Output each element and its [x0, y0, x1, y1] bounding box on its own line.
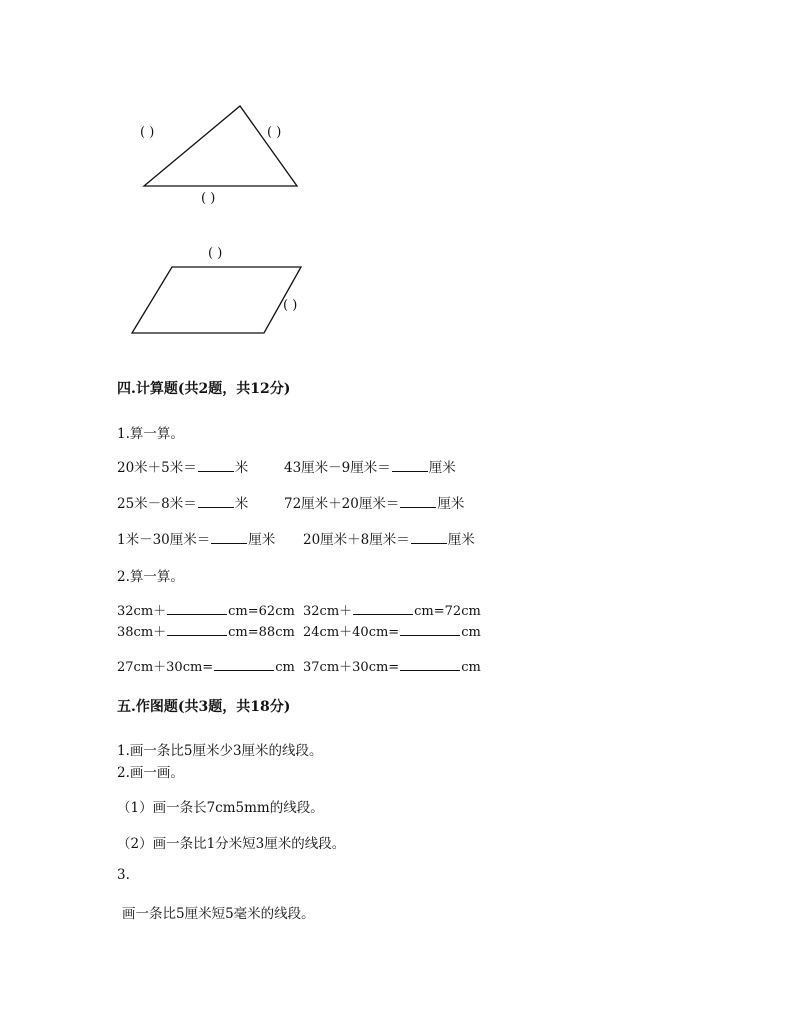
- section4-heading: 四.计算题(共2题，共12分): [117, 381, 291, 397]
- q1-row2-left: [117, 492, 248, 512]
- answer-blank[interactable]: [167, 602, 227, 615]
- result: cm=88cm: [228, 625, 295, 640]
- expression: 32cm＋: [117, 604, 167, 619]
- expression: 1米－30厘米＝: [117, 532, 211, 548]
- triangle-shape: [144, 106, 297, 186]
- q1-row1-left: [117, 456, 248, 476]
- result: cm: [275, 660, 295, 675]
- q2-row2-right: [303, 621, 481, 640]
- answer-blank[interactable]: [400, 658, 460, 671]
- expression: 37cm＋30cm=: [303, 660, 400, 675]
- q2-row1-right: [303, 600, 481, 619]
- q1-row2-right: [284, 492, 464, 512]
- unit: 厘米: [447, 532, 475, 548]
- answer-blank[interactable]: [211, 531, 247, 544]
- unit: 米: [234, 460, 249, 476]
- answer-blank[interactable]: [400, 623, 460, 636]
- result: cm=62cm: [228, 604, 295, 619]
- section5-q1: 1.画一条比5厘米少3厘米的线段。: [117, 743, 323, 759]
- answer-blank[interactable]: [353, 602, 413, 615]
- section5-q2-part1: （1）画一条长7cm5mm的线段。: [117, 800, 324, 816]
- triangle-base-label: ( ): [201, 191, 216, 206]
- unit: 厘米: [428, 460, 456, 476]
- section5-q2-title: 2.画一画。: [117, 765, 184, 781]
- answer-blank[interactable]: [198, 459, 234, 472]
- unit: 米: [234, 496, 249, 512]
- figures-area: [0, 0, 794, 360]
- expression: 43厘米－9厘米＝: [284, 460, 391, 476]
- section5-q3-number: 3.: [117, 867, 130, 883]
- parallelogram-shape: [132, 267, 301, 333]
- q1-row3-left: [117, 528, 275, 548]
- unit: 厘米: [248, 532, 276, 548]
- section4-q2-title: 2.算一算。: [117, 569, 184, 585]
- expression: 72厘米＋20厘米＝: [284, 496, 400, 512]
- expression: 24cm＋40cm=: [303, 625, 400, 640]
- q1-row1-right: [284, 456, 456, 476]
- expression: 25米－8米＝: [117, 496, 197, 512]
- triangle-right-side-label: ( ): [267, 125, 282, 140]
- answer-blank[interactable]: [214, 658, 274, 671]
- section5-q2-part2: （2）画一条比1分米短3厘米的线段。: [117, 836, 346, 852]
- answer-blank[interactable]: [400, 495, 436, 508]
- answer-blank[interactable]: [198, 495, 234, 508]
- answer-blank[interactable]: [411, 531, 447, 544]
- expression: 38cm＋: [117, 625, 167, 640]
- parallelogram-top-side-label: ( ): [208, 246, 223, 261]
- expression: 20厘米＋8厘米＝: [303, 532, 410, 548]
- triangle-left-side-label: ( ): [140, 125, 155, 140]
- result: cm=72cm: [414, 604, 481, 619]
- expression: 32cm＋: [303, 604, 353, 619]
- q2-row3-left: [117, 656, 295, 675]
- unit: 厘米: [437, 496, 465, 512]
- section4-q1-title: 1.算一算。: [117, 426, 184, 442]
- q2-row2-left: [117, 621, 295, 640]
- q1-row3-right: [303, 528, 475, 548]
- q2-row1-left: [117, 600, 295, 619]
- q2-row3-right: [303, 656, 481, 675]
- result: cm: [461, 625, 481, 640]
- expression: 20米＋5米＝: [117, 460, 197, 476]
- answer-blank[interactable]: [392, 459, 428, 472]
- expression: 27cm＋30cm=: [117, 660, 214, 675]
- section5-heading: 五.作图题(共3题，共18分): [117, 699, 291, 715]
- result: cm: [461, 660, 481, 675]
- section5-q3-text: 画一条比5厘米短5毫米的线段。: [122, 906, 315, 922]
- answer-blank[interactable]: [167, 623, 227, 636]
- parallelogram-right-side-label: ( ): [283, 298, 298, 313]
